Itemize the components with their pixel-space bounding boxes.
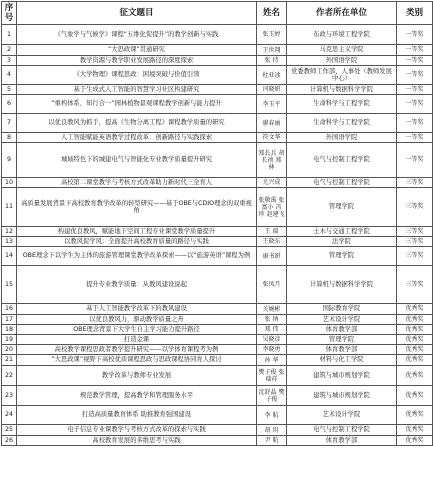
cell-title: 电子信息专业课教学与考核方式改革的探索与实践 xyxy=(17,425,257,436)
cell-no: 22 xyxy=(2,366,17,386)
cell-category: 一等奖 xyxy=(397,56,433,66)
cell-no: 2 xyxy=(2,45,17,56)
cell-unit: 生命科学与工程学院 xyxy=(287,95,397,114)
table-row xyxy=(2,178,433,188)
cell-unit: 计算机与数据科学学院 xyxy=(287,85,397,95)
cell-category: 一等奖 xyxy=(397,95,433,114)
header-category: 类别 xyxy=(397,2,433,25)
table-row xyxy=(2,266,433,304)
header-name: 姓名 xyxy=(257,2,287,25)
cell-title: 《气象学与气候学》课程“五维化促提升”的教学创新与实践 xyxy=(17,25,257,45)
table-row xyxy=(2,345,433,355)
table-row xyxy=(2,143,433,178)
cell-no: 1 xyxy=(2,25,17,45)
cell-name: 杜亚冰 xyxy=(257,66,287,85)
cell-unit: 体育教学部 xyxy=(287,345,397,355)
table-row xyxy=(2,425,433,436)
cell-no: 7 xyxy=(2,114,17,133)
cell-unit: 体育教学部 xyxy=(287,325,397,335)
cell-category: 一等奖 xyxy=(397,45,433,56)
table-row xyxy=(2,247,433,266)
cell-category: 优秀奖 xyxy=(397,366,433,386)
cell-name: 孙 华 xyxy=(257,355,287,366)
cell-no: 17 xyxy=(2,315,17,325)
award-table xyxy=(1,1,433,446)
header-unit: 作者所在单位 xyxy=(287,2,397,25)
cell-name: 廖春丽 xyxy=(257,114,287,133)
cell-name: 李晓勇 xyxy=(257,345,287,355)
cell-unit: 计算机与数据科学学院 xyxy=(287,266,397,304)
cell-no: 12 xyxy=(2,227,17,237)
cell-category: 优秀奖 xyxy=(397,406,433,425)
table-row xyxy=(2,406,433,425)
table-row xyxy=(2,25,433,45)
cell-unit: 管理学院 xyxy=(287,188,397,227)
cell-unit: 电气与控制工程学院 xyxy=(287,425,397,436)
cell-name: 张玉婷 xyxy=(257,25,287,45)
cell-no: 13 xyxy=(2,237,17,247)
cell-unit: 电气与控制工程学院 xyxy=(287,143,397,178)
cell-category: 优秀奖 xyxy=(397,325,433,335)
cell-no: 5 xyxy=(2,85,17,95)
cell-name: 康书妍 xyxy=(257,247,287,266)
table-header-row xyxy=(2,2,433,25)
cell-category: 三等奖 xyxy=(397,178,433,188)
table-row xyxy=(2,304,433,315)
cell-unit: 建筑与城市规划学院 xyxy=(287,386,397,406)
cell-title: 以优良教风为抓手，提高《生物分离工程》课程教学质量的研究 xyxy=(17,114,257,133)
cell-title: 城域特色下的城建电气与智能化专业教学质量提升研究 xyxy=(17,143,257,178)
cell-category: 一等奖 xyxy=(397,85,433,95)
table-row xyxy=(2,325,433,335)
cell-no: 18 xyxy=(2,325,17,335)
table-row xyxy=(2,188,433,227)
cell-category: 三等奖 xyxy=(397,247,433,266)
cell-name: 张凤月 xyxy=(257,266,287,304)
table-row xyxy=(2,315,433,325)
cell-no: 4 xyxy=(2,66,17,85)
cell-unit: 马克思主义学院 xyxy=(287,45,397,56)
cell-title: 以教风促学风：全面提升高校教育质量的路径与实践 xyxy=(17,237,257,247)
table-row xyxy=(2,85,433,95)
cell-unit: 生命科学与工程学院 xyxy=(287,114,397,133)
cell-title: 以优良教风力，驱动教学质量之舟 xyxy=(17,315,257,325)
cell-no: 3 xyxy=(2,56,17,66)
cell-name: 吴晓彦 xyxy=(257,335,287,345)
cell-title: 《大学物理》课程思政：困境突破与价值引领 xyxy=(17,66,257,85)
cell-no: 6 xyxy=(2,95,17,114)
cell-title: 教学改革与教师专业发展 xyxy=(17,366,257,386)
cell-title: 构建优良教风，赋能地下空间工程专业课堂教学质量提升 xyxy=(17,227,257,237)
cell-category: 优秀奖 xyxy=(397,386,433,406)
cell-title: 高质量发展背景下高校教育教学改革的转型研究——基于OBE与CDIO理念的双重视角 xyxy=(17,188,257,227)
cell-name: 樊子俊 张瑞祥 xyxy=(257,366,287,386)
cell-no: 20 xyxy=(2,345,17,355)
table-row xyxy=(2,114,433,133)
cell-no: 25 xyxy=(2,425,17,436)
cell-title: 高校教学课程思政者教学提升研究——以学体育课程考为例 xyxy=(17,345,257,355)
cell-title: “大思政课”视野下高校优质课程思政与思政课程协同育人探讨 xyxy=(17,355,257,366)
cell-category: 优秀奖 xyxy=(397,315,433,325)
cell-title: 基于生成式人工智能的智慧学习社区构建研究 xyxy=(17,85,257,95)
cell-category: 一等奖 xyxy=(397,133,433,143)
cell-title: 规范教学管理，提高教学和管理服务水平 xyxy=(17,386,257,406)
cell-category: 一等奖 xyxy=(397,66,433,85)
table-row xyxy=(2,45,433,56)
cell-name: 尤兴成 xyxy=(257,178,287,188)
cell-category: 一等奖 xyxy=(397,143,433,178)
cell-category: 一等奖 xyxy=(397,114,433,133)
cell-title: 人工智能赋能英语教学过程改革：创新路径与实践探索 xyxy=(17,133,257,143)
table-row xyxy=(2,56,433,66)
cell-unit: 艺术设计学院 xyxy=(287,406,397,425)
cell-unit: 外国语学院 xyxy=(287,133,397,143)
cell-name: 张敬禹 张富小 冯 珍 赵建飞 xyxy=(257,188,287,227)
cell-no: 16 xyxy=(2,304,17,315)
table-row xyxy=(2,227,433,237)
cell-no: 10 xyxy=(2,178,17,188)
cell-no: 9 xyxy=(2,143,17,178)
cell-category: 优秀奖 xyxy=(397,345,433,355)
cell-unit: 管理学院 xyxy=(287,247,397,266)
cell-title: 高校第二课堂教学与考核方式改革助力新时代三全育人 xyxy=(17,178,257,188)
cell-name: 尹 航 xyxy=(257,436,287,446)
cell-category: 优秀奖 xyxy=(397,335,433,345)
cell-title: OBE理念背景下大学生自主学习能力提升路径 xyxy=(17,325,257,335)
table-row xyxy=(2,237,433,247)
cell-name: 沈舒晶 樊子俊 xyxy=(257,386,287,406)
table-row xyxy=(2,66,433,85)
cell-name: 郑长兵 胡长祯 郑 林 xyxy=(257,143,287,178)
cell-title: 提升专业教学质量：从教风建设说起 xyxy=(17,266,257,304)
cell-unit: 管理学院 xyxy=(287,335,397,345)
cell-name: 符文华 xyxy=(257,133,287,143)
table-row xyxy=(2,366,433,386)
cell-name: 郑 伟 xyxy=(257,325,287,335)
cell-name: 李玉平 xyxy=(257,95,287,114)
cell-name: 关婉彬 xyxy=(257,304,287,315)
table-row xyxy=(2,133,433,143)
header-no: 序号 xyxy=(2,2,17,25)
cell-no: 11 xyxy=(2,188,17,227)
cell-category: 三等奖 xyxy=(397,237,433,247)
cell-category: 优秀奖 xyxy=(397,436,433,446)
cell-unit: 体育教学部 xyxy=(287,436,397,446)
cell-title: OBE理念下以学生为主体的旅游管理课堂教学改革探索——以“旅游英语”课程为例 xyxy=(17,247,257,266)
cell-title: 高校教育发展的多维思考与实践 xyxy=(17,436,257,446)
cell-category: 优秀奖 xyxy=(397,425,433,436)
cell-title: 基于人工智能教学改革下的教风建设 xyxy=(17,304,257,315)
cell-title: 打造金课 xyxy=(17,335,257,345)
cell-category: 三等奖 xyxy=(397,266,433,304)
cell-name: 胡 玥 xyxy=(257,425,287,436)
cell-no: 19 xyxy=(2,335,17,345)
cell-category: 一等奖 xyxy=(397,25,433,45)
cell-title: “大思政课”贯通研究 xyxy=(17,45,257,56)
cell-name: 李 航 xyxy=(257,406,287,425)
cell-name: 王世翔 xyxy=(257,45,287,56)
cell-title: “重构体系，知行合一”园林植物景观课程教学创新与能力提升 xyxy=(17,95,257,114)
cell-no: 14 xyxy=(2,247,17,266)
cell-unit: 材料与化工学院 xyxy=(287,355,397,366)
cell-unit: 艺术设计学院 xyxy=(287,315,397,325)
cell-no: 8 xyxy=(2,133,17,143)
cell-no: 24 xyxy=(2,406,17,425)
cell-unit: 土木与交通工程学院 xyxy=(287,227,397,237)
table-row xyxy=(2,335,433,345)
cell-unit: 国际教育学院 xyxy=(287,304,397,315)
cell-category: 三等奖 xyxy=(397,188,433,227)
cell-unit: 法学院 xyxy=(287,237,397,247)
cell-unit: 外国语学院 xyxy=(287,56,397,66)
table-row xyxy=(2,95,433,114)
cell-unit: 建筑与城市规划学院 xyxy=(287,366,397,386)
cell-title: 教学资源与教学职业发展路径的深度探索 xyxy=(17,56,257,66)
cell-unit: 党委教师工作部，人事处（教师发展中心） xyxy=(287,66,397,85)
table-row xyxy=(2,355,433,366)
cell-no: 26 xyxy=(2,436,17,446)
cell-title: 打造高质量教育体系 助推教育强国建设 xyxy=(17,406,257,425)
cell-name: 张 持 xyxy=(257,56,287,66)
cell-name: 张 纳 xyxy=(257,315,287,325)
cell-unit: 电气与控制工程学院 xyxy=(287,178,397,188)
cell-category: 优秀奖 xyxy=(397,304,433,315)
table-row xyxy=(2,436,433,446)
cell-category: 优秀奖 xyxy=(397,355,433,366)
cell-unit: 布政与环境工程学院 xyxy=(287,25,397,45)
cell-no: 21 xyxy=(2,355,17,366)
header-title: 征文题目 xyxy=(17,2,257,25)
cell-no: 15 xyxy=(2,266,17,304)
cell-name: 闫晓妍 xyxy=(257,85,287,95)
cell-name: 王 瑞 xyxy=(257,227,287,237)
cell-name: 王晓东 xyxy=(257,237,287,247)
cell-no: 23 xyxy=(2,386,17,406)
cell-category: 三等奖 xyxy=(397,227,433,237)
table-row xyxy=(2,386,433,406)
